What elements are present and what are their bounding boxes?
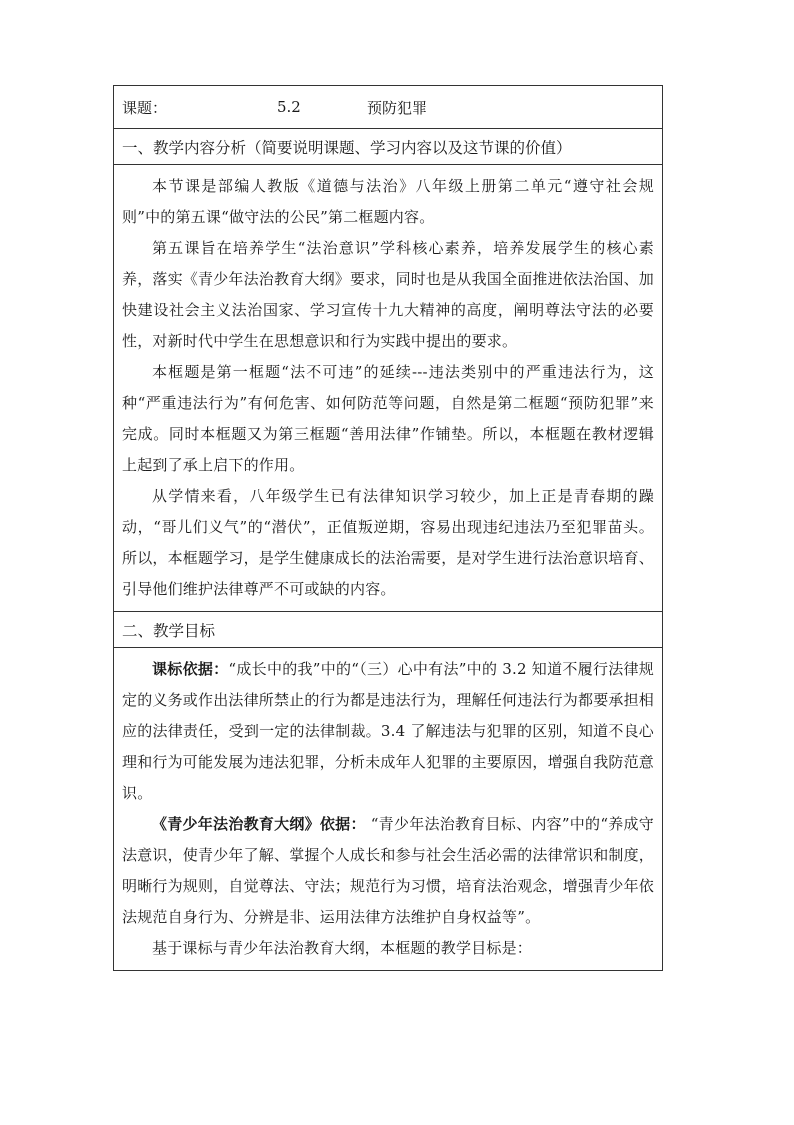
curriculum-basis-paragraph <box>122 654 654 809</box>
section1-body-row <box>114 165 663 612</box>
section1-paragraph: 第五课旨在培养学生“法治意识”学科核心素养，培养发展学生的核心素养，落实《青少年法治教育大纲》要求，同时也是从我国全面推进依法治国、加快建设社会主义法治国家、学习宣传十九大精神的高度，阐明尊法守法的必要性，对新时代中学生在思想意识和行为实践中提出的要求。 <box>122 239 655 350</box>
outline-basis-paragraph <box>122 809 654 933</box>
section1-paragraph: 本节课是部编人教版《道德与法治》八年级上册第二单元“遵守社会规则”中的第五课“做守法的公民”第二框题内容。 <box>122 177 654 226</box>
section1-paragraph: 从学情来看，八年级学生已有法律知识学习较少，加上正是青春期的躁动，“哥儿们义气”的“潜伏”，正值叛逆期，容易出现违纪违法乃至犯罪苗头。所以，本框题学习，是学生健康成长的法治需要，是对学生进行法治意识培育、引导他们维护法律尊严不可或缺的内容。 <box>122 487 655 598</box>
section1-body <box>114 165 663 612</box>
title-row <box>114 86 663 129</box>
section1-paragraph: 本框题是第一框题“法不可违”的延续---违法类别中的严重违法行为，这种“严重违法行为”有何危害、如何防范等问题，自然是第二框题“预防犯罪”来完成。同时本框题又为第三框题“善用法律”作铺垫。所以，本框题在教材逻辑上起到了承上启下的作用。 <box>122 363 654 474</box>
goals-intro-paragraph: 基于课标与青少年法治教育大纲，本框题的教学目标是： <box>152 939 533 957</box>
outline-basis-label: 《青少年法治教育大纲》依据： <box>152 815 366 833</box>
lesson-plan-table <box>113 85 663 971</box>
title-label: 课题： <box>122 98 168 117</box>
lesson-name: 预防犯罪 <box>367 98 428 117</box>
lesson-number: 5.2 <box>277 98 301 116</box>
section2-body <box>114 648 663 971</box>
section1-heading: 一、教学内容分析（简要说明课题、学习内容以及这节课的价值） <box>114 129 663 165</box>
section1-heading-row <box>114 129 663 165</box>
curriculum-basis-text: “成长中的我”中的“（三）心中有法”中的 3.2 知道不履行法律规定的义务或作出法律所禁止的行为都是违法行为，理解任何违法行为都要承担相应的法律责任，受到一定的法律制裁。3.4 了解违法与犯罪的区别，知道不良心理和行为可能发展为违法犯罪，分析未成年人犯罪的主要原因，增强自我防范意识。 <box>122 660 655 802</box>
outline-basis-text: “青少年法治教育目标、内容”中的“养成守法意识，使青少年了解、掌握个人成长和参与社会生活必需的法律常识和制度，明晰行为规则，自觉尊法、守法；规范行为习惯，培育法治观念，增强青少年依法规范自身行为、分辨是非、运用法律方法维护自身权益等”。 <box>122 815 655 926</box>
title-cell <box>114 86 663 129</box>
curriculum-basis-label: 课标依据： <box>152 660 229 678</box>
section2-heading: 二、教学目标 <box>114 612 663 648</box>
section2-heading-row <box>114 612 663 648</box>
section2-body-row <box>114 648 663 971</box>
